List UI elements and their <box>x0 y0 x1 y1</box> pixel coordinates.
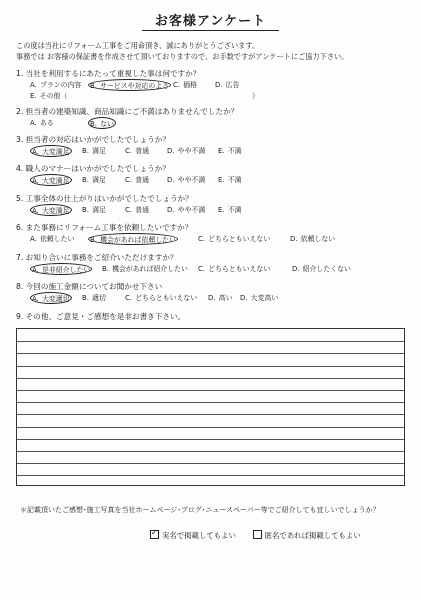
question-8-option[interactable] <box>240 292 278 302</box>
option-label: D. 大変高い <box>240 294 279 302</box>
option-label: E. 不満 <box>218 176 242 184</box>
question-3-option[interactable] <box>167 145 205 155</box>
ruled-line <box>17 463 404 464</box>
question-3-option[interactable] <box>218 145 242 155</box>
option-label: A. 依頼したい <box>30 235 75 243</box>
title-underline <box>142 30 279 31</box>
ruled-line <box>17 451 404 452</box>
question-4-option[interactable] <box>167 174 205 184</box>
option-label: E. その他（ <box>30 92 68 100</box>
question-3-option[interactable] <box>30 145 72 157</box>
ruled-line <box>17 341 404 342</box>
question-6: 6. また事務にリフォーム工事を依頼したいですか？ <box>16 223 193 232</box>
question-7: 7. お知り合いに事務をご紹介いただけますか？ <box>16 253 178 262</box>
option-label: C. 普通 <box>125 176 149 184</box>
question-3-option[interactable] <box>82 145 106 155</box>
option-label-circled: B. 機会があれば依頼したい <box>88 233 178 245</box>
question-5-option[interactable] <box>167 204 205 214</box>
consent-options <box>150 530 361 541</box>
option-label: B. 満足 <box>82 176 106 184</box>
option-label: B. 機会があれば紹介したい <box>102 265 188 273</box>
option-label: D. やや不満 <box>167 176 206 184</box>
option-label: C. どちらともいえない <box>198 235 271 243</box>
option-label: C. どちらともいえない <box>198 265 271 273</box>
option-label-circled: A. 大変適切 <box>30 292 72 304</box>
question-4-option[interactable] <box>125 174 149 184</box>
question-5-option[interactable] <box>30 204 72 216</box>
question-8-option[interactable] <box>125 292 197 302</box>
question-7-option[interactable] <box>292 263 351 273</box>
intro-line-2: 事務では お客様の保証書を作成させて頂いておりますので、お手数ですがアンケートにご協力下さい。 <box>16 52 349 61</box>
question-1-option[interactable] <box>30 79 81 89</box>
option-label: D. 依頼しない <box>290 235 336 243</box>
option-label: E. 不満 <box>218 206 242 214</box>
option-label-circled: A. 大変満足 <box>30 174 72 186</box>
option-label: B. 適切 <box>82 294 106 302</box>
ruled-line <box>17 475 404 476</box>
option-label: C. 普通 <box>125 147 149 155</box>
option-label-circled: A. 大変満足 <box>30 204 72 216</box>
question-7-option[interactable] <box>30 263 92 275</box>
survey-title: お客様アンケート <box>154 14 267 29</box>
question-8-option[interactable] <box>82 292 106 302</box>
consent-option-anonymous[interactable]: 匿名であれば掲載してもよい <box>253 531 361 540</box>
ruled-line <box>17 439 404 440</box>
option-label-circled: B. サービスや対応のよさ <box>88 79 171 91</box>
ruled-line <box>17 427 404 428</box>
question-2: 2. 担当者の建築知識、商品知識にご不満はありませんでしたか？ <box>16 107 239 116</box>
question-9: 9. その他、ご意見・ご感想を是非お書き下さい。 <box>16 312 186 321</box>
question-5-option[interactable] <box>218 204 242 214</box>
option-label: D. やや不満 <box>167 206 206 214</box>
option-label: D. 紹介したくない <box>292 265 351 273</box>
question-3-option[interactable] <box>125 145 149 155</box>
question-8: 8. 今回の施工金額についてお聞かせ下さい <box>16 282 163 291</box>
option-label: B. 満足 <box>82 147 106 155</box>
option-label: B. 満足 <box>82 206 106 214</box>
question-2-option[interactable] <box>88 117 116 129</box>
question-2-option[interactable] <box>30 117 54 127</box>
option-label-circled: A. 是非紹介したい <box>30 263 92 275</box>
ruled-line <box>17 390 404 391</box>
question-4-option[interactable] <box>30 174 72 186</box>
option-label: C. 普通 <box>125 206 149 214</box>
publication-question: ＊記載頂いたご感想･施工写真を当社ホームページ･ブログ･ニュースペーパー等でご紹介しても宜しいでしょうか？ <box>20 506 380 514</box>
question-1: 1. 当社を利用するにあたって重視した事は何ですか？ <box>16 69 201 78</box>
question-6-option[interactable] <box>88 233 178 245</box>
consent-option-real-name[interactable]: ✓実名で掲載してもよい <box>150 531 238 540</box>
option-label: D. 広告 <box>215 81 240 89</box>
question-1-option[interactable] <box>88 79 171 91</box>
question-1-option[interactable] <box>30 90 67 100</box>
option-label: D. 高い <box>208 294 233 302</box>
question-8-option[interactable] <box>208 292 232 302</box>
question-6-option[interactable] <box>290 233 335 243</box>
question-4-option[interactable] <box>82 174 106 184</box>
ruled-line <box>17 353 404 354</box>
ruled-line <box>17 366 404 367</box>
option-label: A. ある <box>30 119 54 127</box>
question-1-option[interactable] <box>173 79 197 89</box>
question-6-option[interactable] <box>30 233 74 243</box>
question-4: 4. 職人のマナーはいかがでしたでしょうか？ <box>16 164 170 173</box>
question-8-option[interactable] <box>30 292 72 304</box>
question-5: 5. 工事全体の仕上がりはいかがでしたでしょうか？ <box>16 194 193 203</box>
intro-line-1: この度は当社にリフォーム工事をご用命頂き、誠にありがとうございます。 <box>16 41 260 50</box>
checkbox-icon[interactable] <box>253 530 262 539</box>
option-label-circled: B. ない <box>88 117 116 129</box>
option-label: ） <box>252 92 259 100</box>
ruled-line <box>17 402 404 403</box>
ruled-line <box>17 414 404 415</box>
question-1-option[interactable] <box>215 79 239 89</box>
checkbox-icon[interactable] <box>150 530 159 539</box>
question-5-option[interactable] <box>125 204 149 214</box>
option-label-circled: A. 大変満足 <box>30 145 72 157</box>
ruled-line <box>17 378 404 379</box>
option-label: E. 不満 <box>218 147 242 155</box>
option-label: C. どちらともいえない <box>125 294 198 302</box>
question-5-option[interactable] <box>82 204 106 214</box>
question-7-option[interactable] <box>102 263 188 273</box>
option-label: C. 価格 <box>173 81 197 89</box>
option-label: A. プランの内容 <box>30 81 82 89</box>
option-label: D. やや不満 <box>167 147 206 155</box>
question-4-option[interactable] <box>218 174 242 184</box>
question-1-option[interactable] <box>252 90 259 100</box>
comment-box[interactable] <box>16 328 405 486</box>
question-6-option[interactable] <box>198 233 270 243</box>
question-3: 3. 担当者の対応はいかがでしたでしょうか？ <box>16 135 170 144</box>
question-7-option[interactable] <box>198 263 270 273</box>
